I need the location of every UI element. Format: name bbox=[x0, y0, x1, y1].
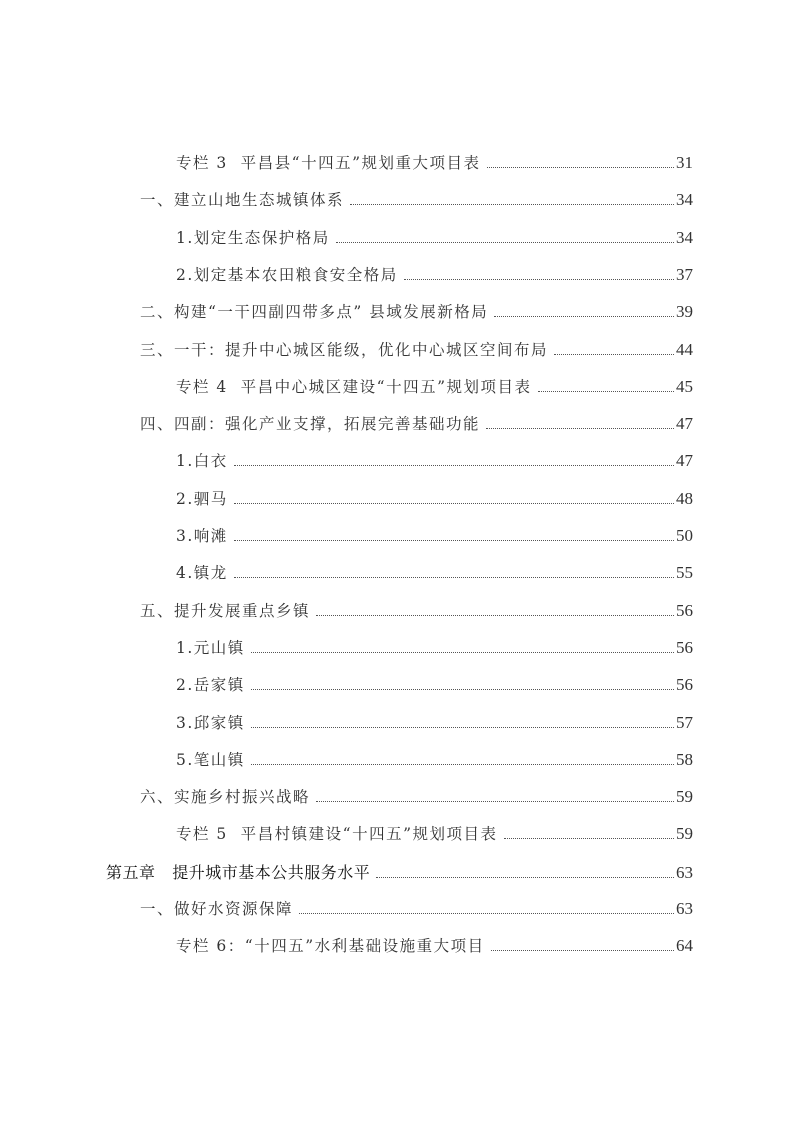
toc-entry-title: 4.镇龙 bbox=[176, 564, 228, 583]
dot-leader bbox=[538, 391, 675, 392]
dot-leader bbox=[234, 503, 674, 504]
toc-entry[interactable] bbox=[140, 785, 693, 809]
dot-leader bbox=[234, 540, 674, 541]
toc-entry-page: 47 bbox=[676, 451, 693, 471]
toc-entry-page: 63 bbox=[676, 899, 693, 918]
toc-entry[interactable] bbox=[176, 151, 693, 175]
toc-entry-page: 56 bbox=[676, 600, 693, 620]
toc-entry[interactable] bbox=[140, 599, 693, 623]
toc-entry-page: 50 bbox=[676, 526, 693, 545]
toc-entry-title: 3.邱家镇 bbox=[176, 713, 245, 732]
dot-leader bbox=[491, 950, 674, 951]
toc-entry[interactable] bbox=[176, 748, 693, 772]
toc-entry[interactable] bbox=[176, 636, 693, 660]
toc-entry-page: 64 bbox=[676, 936, 693, 956]
dot-leader bbox=[487, 167, 675, 168]
dot-leader bbox=[554, 354, 674, 355]
toc-entry[interactable] bbox=[140, 188, 693, 212]
dot-leader bbox=[316, 801, 674, 802]
dot-leader bbox=[494, 316, 674, 317]
toc-entry-page: 56 bbox=[676, 637, 693, 657]
toc-entry-title: 2.划定基本农田粮食安全格局 bbox=[176, 265, 398, 284]
dot-leader bbox=[234, 465, 674, 466]
toc-entry-page: 58 bbox=[676, 749, 693, 769]
dot-leader bbox=[350, 204, 674, 205]
dot-leader bbox=[504, 838, 675, 839]
toc-entry-page: 39 bbox=[676, 302, 693, 322]
toc-entry-page: 31 bbox=[676, 153, 693, 172]
toc-entry-page: 59 bbox=[676, 824, 693, 844]
toc-entry-title: 2.岳家镇 bbox=[176, 676, 245, 695]
toc-entry[interactable] bbox=[176, 263, 693, 287]
toc-entry[interactable] bbox=[176, 934, 693, 958]
toc-entry-title: 四、四副：强化产业支撑，拓展完善基础功能 bbox=[140, 415, 481, 434]
toc-entry-title: 专栏 5 平昌村镇建设“十四五”规划项目表 bbox=[176, 825, 498, 844]
toc-entry-page: 59 bbox=[676, 787, 693, 807]
toc-chapter-entry[interactable] bbox=[106, 860, 693, 884]
dot-leader bbox=[251, 689, 674, 690]
toc-entry[interactable] bbox=[176, 487, 693, 511]
toc-entry-page: 63 bbox=[676, 862, 693, 882]
dot-leader bbox=[251, 764, 674, 765]
toc-entry-page: 34 bbox=[676, 227, 693, 247]
toc-entry-title: 六、实施乡村振兴战略 bbox=[140, 788, 311, 807]
dot-leader bbox=[299, 913, 674, 914]
dot-leader bbox=[251, 727, 674, 728]
toc-entry[interactable] bbox=[176, 711, 693, 735]
toc-entry-page: 56 bbox=[676, 675, 693, 695]
toc-entry-title: 3.响滩 bbox=[176, 527, 228, 545]
toc-entry-page: 44 bbox=[676, 339, 693, 359]
toc-entry-title: 1.划定生态保护格局 bbox=[176, 228, 330, 247]
toc-entry-title: 三、一干：提升中心城区能级，优化中心城区空间布局 bbox=[140, 340, 549, 359]
toc-entry[interactable] bbox=[176, 375, 693, 399]
toc-entry-title: 一、做好水资源保障 bbox=[140, 900, 294, 918]
toc-entry-page: 37 bbox=[676, 264, 693, 284]
toc-entry-title: 1.元山镇 bbox=[176, 638, 245, 657]
dot-leader bbox=[234, 577, 674, 578]
toc-entry-page: 55 bbox=[676, 563, 693, 583]
dot-leader bbox=[486, 428, 674, 429]
dot-leader bbox=[404, 279, 674, 280]
toc-entry-title: 2.驷马 bbox=[176, 489, 228, 508]
toc-entry-title: 五、提升发展重点乡镇 bbox=[140, 601, 311, 620]
toc-entry[interactable] bbox=[176, 226, 693, 250]
toc-entry-title: 二、构建“一干四副四带多点” 县域发展新格局 bbox=[140, 303, 489, 322]
toc-entry[interactable] bbox=[140, 300, 693, 324]
dot-leader bbox=[251, 652, 674, 653]
toc-entry-page: 57 bbox=[676, 712, 693, 732]
toc-entry[interactable] bbox=[140, 897, 693, 921]
toc-entry-title: 专栏 4 平昌中心城区建设“十四五”规划项目表 bbox=[176, 377, 532, 396]
toc-entry[interactable] bbox=[176, 524, 693, 548]
toc-entry-title: 专栏 3 平昌县“十四五”规划重大项目表 bbox=[176, 154, 481, 172]
toc-entry[interactable] bbox=[176, 822, 693, 846]
toc-entry-title: 5.笔山镇 bbox=[176, 750, 245, 769]
toc-entry-title: 专栏 6：“十四五”水利基础设施重大项目 bbox=[176, 937, 485, 956]
toc-entry[interactable] bbox=[140, 338, 693, 362]
toc-entry-title: 第五章 提升城市基本公共服务水平 bbox=[106, 862, 371, 882]
toc-entry-page: 47 bbox=[676, 414, 693, 434]
toc-entry-page: 48 bbox=[676, 488, 693, 508]
toc-entry[interactable] bbox=[176, 449, 693, 473]
dot-leader bbox=[336, 242, 674, 243]
dot-leader bbox=[316, 615, 674, 616]
toc-entry[interactable] bbox=[176, 673, 693, 697]
toc-entry-page: 34 bbox=[676, 190, 693, 210]
toc-entry-title: 一、建立山地生态城镇体系 bbox=[140, 191, 345, 210]
dot-leader bbox=[376, 877, 674, 878]
toc-entry-title: 1.白衣 bbox=[176, 452, 228, 471]
toc-entry[interactable] bbox=[176, 561, 693, 585]
toc-entry[interactable] bbox=[140, 412, 693, 436]
toc-entry-page: 45 bbox=[676, 376, 693, 396]
